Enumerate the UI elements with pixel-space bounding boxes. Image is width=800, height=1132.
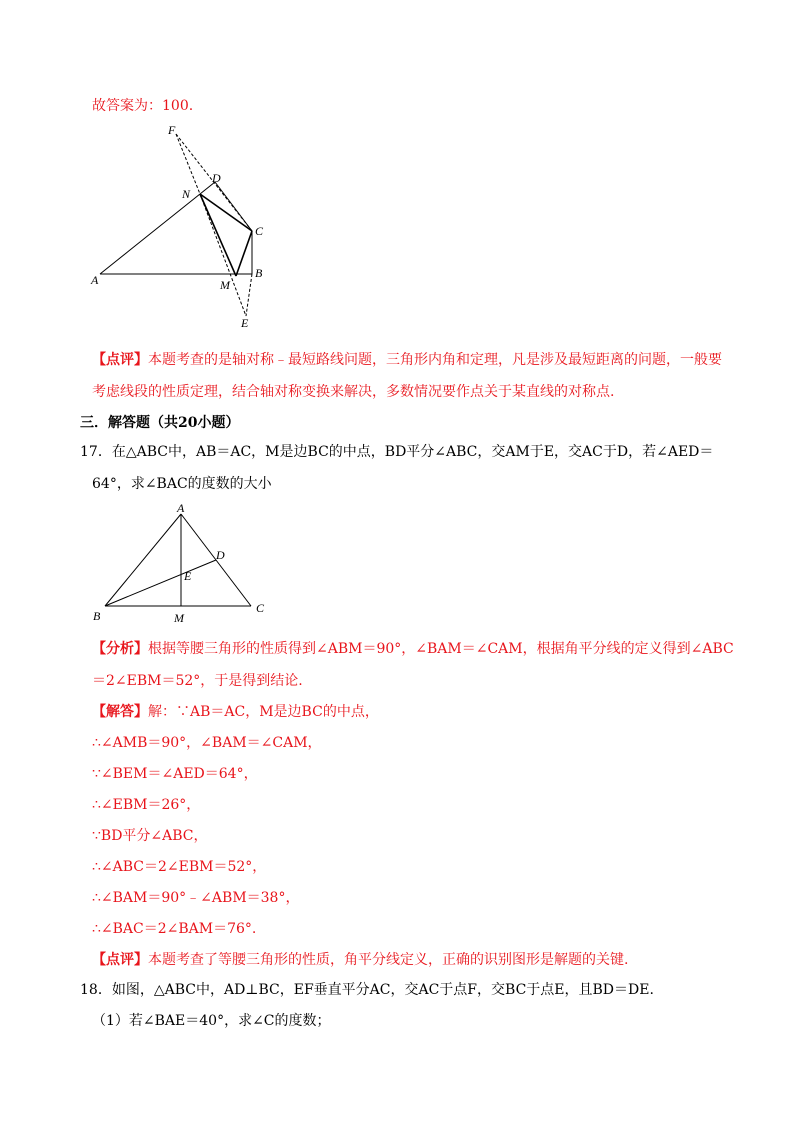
comment-tag: 【点评】 bbox=[92, 352, 148, 368]
label-D: D bbox=[212, 171, 221, 185]
segment-BD bbox=[105, 560, 216, 606]
solution-tag: 【解答】 bbox=[92, 704, 148, 720]
dashed-BE bbox=[246, 274, 252, 316]
label-B: B bbox=[93, 609, 101, 623]
label-E: E bbox=[241, 316, 249, 330]
solution-step: ∴∠ABC＝2∠EBM＝52°， bbox=[92, 859, 267, 875]
segment-MC bbox=[236, 231, 252, 276]
segment-DC bbox=[215, 182, 252, 231]
solution-step: ∴∠AMB＝90°，∠BAM＝∠CAM， bbox=[92, 735, 322, 751]
question-18-line-1: 18．如图，△ABC中，AD⊥BC，EF垂直平分AC，交AC于点F，交BC于点E，且BD＝DE. bbox=[80, 982, 654, 998]
dashed-NE bbox=[200, 194, 246, 316]
analysis-line-1: 【分析】根据等腰三角形的性质得到∠ABM＝90°，∠BAM＝∠CAM，根据角平分线的定义得到∠ABC bbox=[92, 641, 734, 657]
solution-step: ∴∠EBM＝26°， bbox=[92, 797, 201, 813]
comment-1-line-1: 【点评】本题考查的是轴对称﹣最短路线问题，三角形内角和定理，凡是涉及最短距离的问题，一般要 bbox=[92, 352, 722, 368]
label-D: D bbox=[216, 548, 225, 562]
analysis-tag: 【分析】 bbox=[92, 641, 148, 657]
label-C: C bbox=[256, 601, 265, 615]
section-heading: 三．解答题（共20小题） bbox=[80, 415, 240, 431]
label-E: E bbox=[184, 569, 192, 583]
label-M: M bbox=[220, 278, 230, 292]
solution-step: ∴∠BAM＝90°﹣∠ABM＝38°， bbox=[92, 890, 300, 906]
solution-step: ∵BD平分∠ABC， bbox=[92, 828, 208, 844]
solution-line-1: 【解答】解：∵AB＝AC，M是边BC的中点， bbox=[92, 704, 379, 720]
label-F: F bbox=[168, 123, 176, 137]
question-17-line-1: 17．在△ABC中，AB＝AC，M是边BC的中点，BD平分∠ABC，交AM于E，交AC于D，若∠AED＝ bbox=[80, 444, 714, 460]
label-M: M bbox=[174, 611, 184, 625]
label-N: N bbox=[182, 187, 191, 201]
label-C: C bbox=[255, 224, 264, 238]
label-B: B bbox=[255, 266, 263, 280]
dashed-FN bbox=[176, 134, 200, 194]
question-18-part-1: （1）若∠BAE＝40°，求∠C的度数； bbox=[92, 1013, 331, 1029]
solution-step: ∴∠BAC＝2∠BAM＝76°. bbox=[92, 921, 257, 937]
figure-2-geometry bbox=[88, 501, 278, 625]
solution-step: ∵∠BEM＝∠AED＝64°， bbox=[92, 766, 258, 782]
question-17-line-2: 64°，求∠BAC的度数的大小 bbox=[92, 476, 272, 492]
label-A: A bbox=[91, 273, 99, 287]
comment-2-line-1: 【点评】本题考查了等腰三角形的性质，角平分线定义，正确的识别图形是解题的关键. bbox=[92, 952, 629, 968]
figure-1-geometry bbox=[88, 120, 288, 330]
analysis-line-2: ＝2∠EBM＝52°，于是得到结论. bbox=[92, 673, 303, 689]
segment-AN bbox=[100, 194, 200, 274]
comment-tag: 【点评】 bbox=[92, 952, 148, 968]
comment-1-line-2: 考虑线段的性质定理，结合轴对称变换来解决，多数情况要作点关于某直线的对称点. bbox=[92, 384, 615, 400]
segment-AB bbox=[105, 514, 181, 606]
answer-text: 故答案为：100. bbox=[92, 98, 194, 114]
label-A: A bbox=[177, 501, 185, 515]
